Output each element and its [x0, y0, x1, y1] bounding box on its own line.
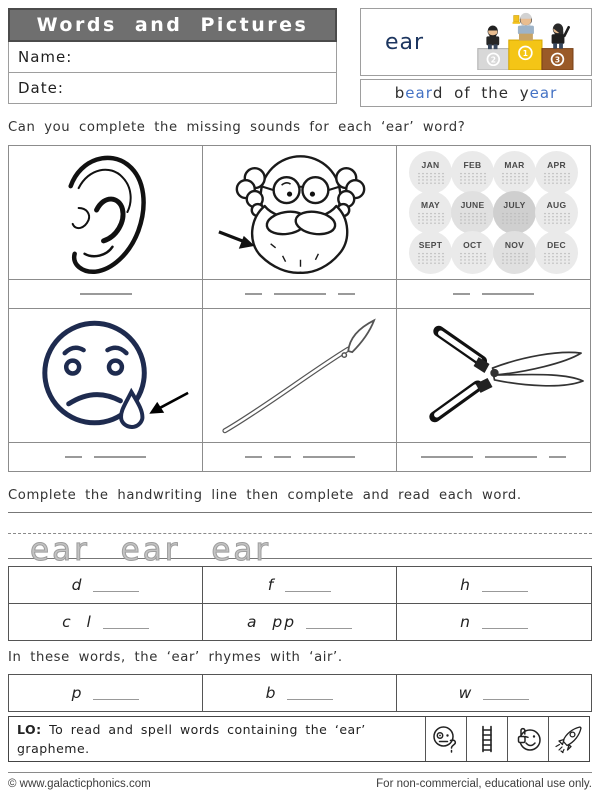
- word-letters: h: [460, 576, 472, 594]
- answer-blank[interactable]: [483, 686, 529, 700]
- answer-cell-ear: [9, 280, 203, 309]
- answer-blank[interactable]: [65, 456, 82, 458]
- date-label: Date:: [18, 79, 64, 97]
- learning-objective-text: [9, 717, 426, 761]
- calendar-month-circle: NOV: [493, 231, 536, 274]
- beard-picture-icon: [203, 146, 396, 279]
- answer-blank[interactable]: [274, 293, 326, 295]
- svg-text:3: 3: [554, 55, 561, 65]
- footer-copyright: © www.galacticphonics.com: [8, 778, 151, 790]
- answer-blank[interactable]: [482, 293, 534, 295]
- rocket-icon: [554, 724, 584, 754]
- phrase-part: d of the y: [432, 84, 530, 102]
- word-letters: p: [71, 684, 84, 702]
- word-cell: [9, 567, 203, 604]
- word-letters: c l: [62, 613, 93, 631]
- answer-blank[interactable]: [549, 456, 566, 458]
- page-title: Words and Pictures: [8, 8, 337, 42]
- picture-grid: [8, 145, 591, 472]
- ladder-icon: [472, 724, 502, 754]
- name-label: Name:: [18, 48, 73, 66]
- calendar-month-circle: OCT: [451, 231, 494, 274]
- instruction-handwriting: Complete the handwriting line then complete and read each word.: [8, 488, 522, 503]
- ear-picture-icon: [9, 146, 202, 279]
- header-left-table: [8, 8, 337, 104]
- footer-license: For non-commercial, educational use only.: [376, 778, 592, 790]
- footer: [8, 778, 592, 790]
- footer-divider: [8, 772, 592, 773]
- answer-blank[interactable]: [453, 293, 470, 295]
- calendar-month-circle: AUG: [535, 191, 578, 234]
- picture-cell-shears: [397, 309, 591, 443]
- calendar-month-circle: JAN: [409, 151, 452, 194]
- name-row: [8, 42, 337, 73]
- calendar-month-circle: SEPT: [409, 231, 452, 274]
- date-input-area[interactable]: [64, 73, 336, 103]
- phrase-box: [360, 79, 592, 107]
- word-cell: [397, 604, 591, 640]
- answer-blank[interactable]: [482, 615, 528, 629]
- podium-icon: [473, 8, 581, 70]
- answer-blank[interactable]: [421, 456, 473, 458]
- word-completion-table: [8, 566, 592, 641]
- answer-blank[interactable]: [306, 615, 352, 629]
- answer-blank[interactable]: [482, 578, 528, 592]
- thumbs-up-face-icon: [513, 724, 543, 754]
- instruction-rhyme: In these words, the ‘ear’ rhymes with ‘air’.: [8, 650, 343, 665]
- word-cell: [9, 675, 203, 711]
- word-letters: a pp: [246, 613, 297, 631]
- calendar-month-circle: DEC: [535, 231, 578, 274]
- phrase-part: b: [394, 84, 406, 102]
- confused-face-icon: [431, 724, 461, 754]
- svg-text:2: 2: [490, 55, 496, 65]
- picture-cell-spear: [203, 309, 397, 443]
- word-letters: n: [460, 613, 472, 631]
- picture-cell-beard: [203, 146, 397, 280]
- answer-blank[interactable]: [338, 293, 355, 295]
- answer-blank[interactable]: [303, 456, 355, 458]
- word-cell: [203, 567, 397, 604]
- word-cell: [203, 675, 397, 711]
- grapheme-word: ear: [385, 29, 425, 55]
- calendar-month-circle: FEB: [451, 151, 494, 194]
- answer-blank[interactable]: [285, 578, 331, 592]
- answer-blank[interactable]: [93, 686, 139, 700]
- learning-objective-box: [8, 716, 590, 762]
- svg-text:1: 1: [522, 49, 528, 59]
- trace-text-ear[interactable]: ear ear ear: [30, 532, 272, 568]
- lo-description: To read and spell words containing the ‘ear’ grapheme.: [17, 722, 366, 757]
- answer-cell-tear: [9, 443, 203, 472]
- year-calendar-image: [404, 151, 584, 274]
- answer-blank[interactable]: [245, 293, 262, 295]
- answer-blank[interactable]: [93, 578, 139, 592]
- grapheme-box: [360, 8, 592, 76]
- word-cell: [9, 604, 203, 640]
- answer-cell-beard: [203, 280, 397, 309]
- word-cell: [203, 604, 397, 640]
- handwriting-lines[interactable]: [8, 512, 592, 568]
- answer-blank[interactable]: [274, 456, 291, 458]
- calendar-month-circle: MAR: [493, 151, 536, 194]
- answer-blank[interactable]: [80, 293, 132, 295]
- tear-picture-icon: [9, 309, 202, 442]
- answer-blank[interactable]: [245, 456, 262, 458]
- phrase-ear-highlight: ear: [405, 84, 433, 102]
- word-letters: f: [267, 576, 276, 594]
- answer-cell-year: [397, 280, 591, 309]
- self-assessment-cell[interactable]: [426, 717, 467, 761]
- calendar-month-circle: JUNE: [451, 191, 494, 234]
- word-cell: [397, 675, 591, 711]
- phrase-ear-highlight: ear: [529, 84, 558, 102]
- picture-cell-ear: [9, 146, 203, 280]
- answer-cell-spear: [203, 443, 397, 472]
- picture-cell-year: [397, 146, 591, 280]
- rhyme-word-table: [8, 674, 592, 712]
- word-letters: b: [265, 684, 278, 702]
- answer-blank[interactable]: [287, 686, 333, 700]
- arrow-icon: [219, 232, 255, 249]
- picture-cell-tear: [9, 309, 203, 443]
- calendar-month-circle: JULY: [493, 191, 536, 234]
- word-letters: d: [71, 576, 84, 594]
- date-row: [8, 73, 337, 104]
- name-input-area[interactable]: [72, 42, 336, 72]
- answer-blank[interactable]: [103, 615, 149, 629]
- answer-blank[interactable]: [94, 456, 146, 458]
- spear-picture-icon: [203, 309, 396, 442]
- answer-blank[interactable]: [485, 456, 537, 458]
- lo-label: LO:: [17, 722, 42, 737]
- arrow-icon: [149, 393, 188, 414]
- beard-contest-podium-image: [473, 8, 581, 74]
- calendar-month-circle: MAY: [409, 191, 452, 234]
- word-cell: [397, 567, 591, 604]
- self-assessment-cell[interactable]: [467, 717, 508, 761]
- self-assessment-cell[interactable]: [549, 717, 589, 761]
- self-assessment-cell[interactable]: [508, 717, 549, 761]
- answer-cell-shears: [397, 443, 591, 472]
- calendar-month-circle: APR: [535, 151, 578, 194]
- shears-picture-icon: [397, 309, 590, 442]
- word-letters: w: [458, 684, 474, 702]
- instruction-missing-sounds: Can you complete the missing sounds for each ‘ear’ word?: [8, 120, 466, 135]
